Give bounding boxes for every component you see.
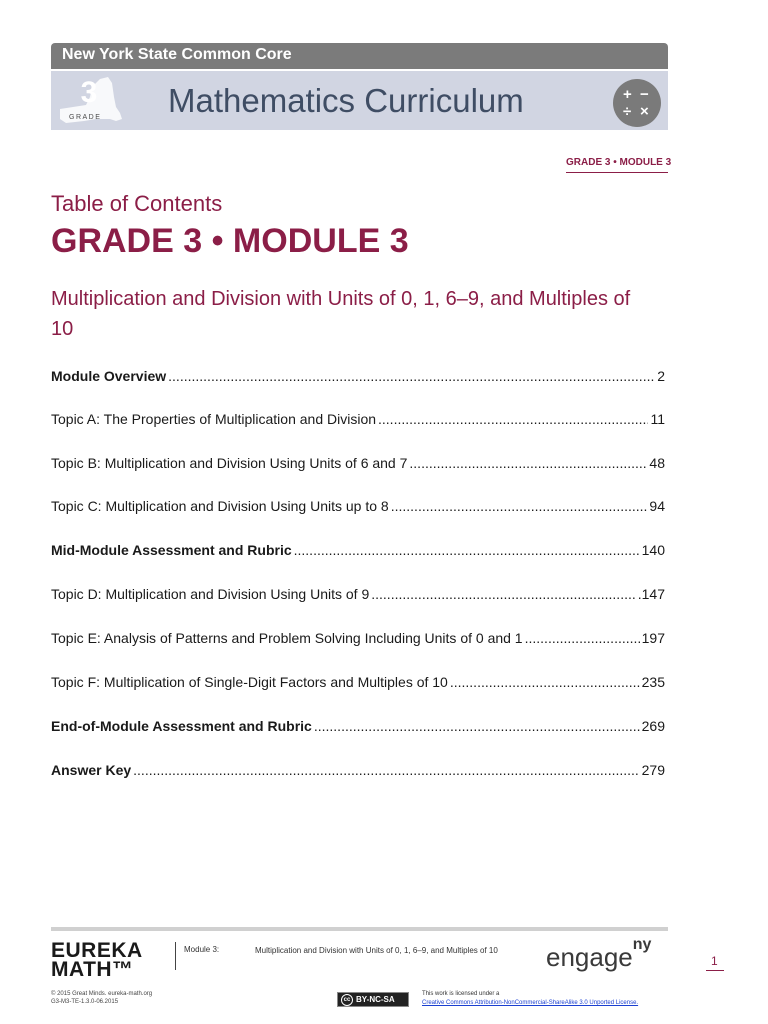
eureka-logo-line2: MATH™: [51, 958, 134, 981]
toc-item-page: 11: [650, 411, 665, 427]
toc-item-title: Module Overview: [51, 368, 167, 384]
footer-module-description: Multiplication and Division with Units of 0, 1, 6–9, and Multiples of 10: [255, 946, 498, 955]
toc-item-page: 269: [641, 718, 665, 734]
toc-item[interactable]: [51, 498, 665, 518]
toc-dot-leader: [314, 718, 640, 734]
toc-item[interactable]: [51, 411, 665, 431]
toc-item[interactable]: [51, 718, 665, 738]
toc-dot-leader: [133, 762, 639, 778]
grade-module-title: GRADE 3 • MODULE 3: [51, 222, 409, 260]
plus-symbol: +: [623, 86, 632, 103]
curriculum-title: Mathematics Curriculum: [168, 82, 524, 119]
grade-word: GRADE: [69, 114, 102, 121]
toc-item[interactable]: [51, 455, 665, 475]
toc-item-title: Topic E: Analysis of Patterns and Problem Solving Including Units of 0 and 1: [51, 630, 523, 646]
banner-top-text: New York State Common Core: [62, 46, 292, 63]
license-block: [422, 990, 638, 1008]
toc-dot-leader: [409, 455, 647, 471]
toc-item-title: Topic F: Multiplication of Single-Digit Factors and Multiples of 10: [51, 674, 448, 690]
toc-item-page: .147: [637, 586, 665, 602]
toc-dot-leader: [378, 411, 648, 427]
document-code: G3-M3-TE-1.3.0-06.2015: [51, 999, 119, 1005]
running-header: GRADE 3 • MODULE 3: [566, 157, 672, 168]
toc-dot-leader: [525, 630, 640, 646]
page-number-underline: [706, 970, 724, 971]
engage-text: engage: [546, 942, 633, 972]
footer-divider-bar: [51, 927, 668, 931]
toc-item[interactable]: [51, 368, 665, 388]
toc-item-title: Topic C: Multiplication and Division Using Units up to 8: [51, 498, 389, 514]
license-text: This work is licensed under a: [422, 991, 500, 997]
engageny-logo: [546, 936, 652, 973]
toc-item-title: Mid-Module Assessment and Rubric: [51, 542, 292, 558]
toc-item[interactable]: [51, 542, 665, 562]
toc-item-page: 48: [649, 455, 665, 471]
toc-dot-leader: [391, 498, 648, 514]
times-symbol: ×: [640, 103, 649, 120]
cc-icon: cc: [341, 994, 353, 1006]
toc-label: Table of Contents: [51, 191, 223, 216]
toc-item-page: 94: [649, 498, 665, 514]
toc-item[interactable]: [51, 586, 665, 606]
divide-symbol: ÷: [623, 103, 632, 120]
module-title: Multiplication and Division with Units of 0, 1, 6–9, and Multiples of 10: [51, 288, 631, 340]
running-header-underline: [566, 172, 668, 173]
copyright-block: [51, 990, 152, 1006]
toc-item[interactable]: [51, 630, 665, 650]
toc-item-title: End-of-Module Assessment and Rubric: [51, 718, 312, 734]
toc-dot-leader: [294, 542, 640, 558]
eureka-logo-line1: EUREKA: [51, 939, 143, 962]
toc-dot-leader: [450, 674, 640, 690]
footer-module-label: Module 3:: [184, 945, 220, 954]
toc-item-page: 2: [657, 368, 665, 384]
toc-item-page: 235: [641, 674, 665, 690]
toc-item-page: 197: [641, 630, 665, 646]
toc-item[interactable]: [51, 674, 665, 694]
toc-item[interactable]: [51, 762, 665, 782]
toc-item-page: 140: [641, 542, 665, 558]
creative-commons-badge[interactable]: [337, 992, 409, 1007]
license-link[interactable]: Creative Commons Attribution-NonCommercial-ShareAlike 3.0 Unported License.: [422, 1000, 639, 1006]
cc-badge-text: BY-NC-SA: [356, 995, 395, 1004]
math-operations-icon: [613, 79, 661, 127]
copyright-line: © 2015 Great Minds. eureka-math.org: [51, 991, 153, 997]
toc-dot-leader: [168, 368, 655, 384]
toc-item-title: Answer Key: [51, 762, 132, 778]
footer-vertical-divider: [175, 942, 176, 970]
engage-ny-sup: ny: [632, 936, 652, 953]
toc-item-title: Topic B: Multiplication and Division Using Units of 6 and 7: [51, 455, 408, 471]
grade-number: 3: [80, 76, 98, 109]
minus-symbol: −: [640, 86, 649, 103]
toc-item-title: Topic A: The Properties of Multiplication and Division: [51, 411, 377, 427]
toc-dot-leader: [371, 586, 636, 602]
eureka-math-logo: [51, 941, 143, 979]
page-number: 1: [711, 954, 718, 968]
toc-item-page: 279: [641, 762, 665, 778]
toc-item-title: Topic D: Multiplication and Division Using Units of 9: [51, 586, 370, 602]
